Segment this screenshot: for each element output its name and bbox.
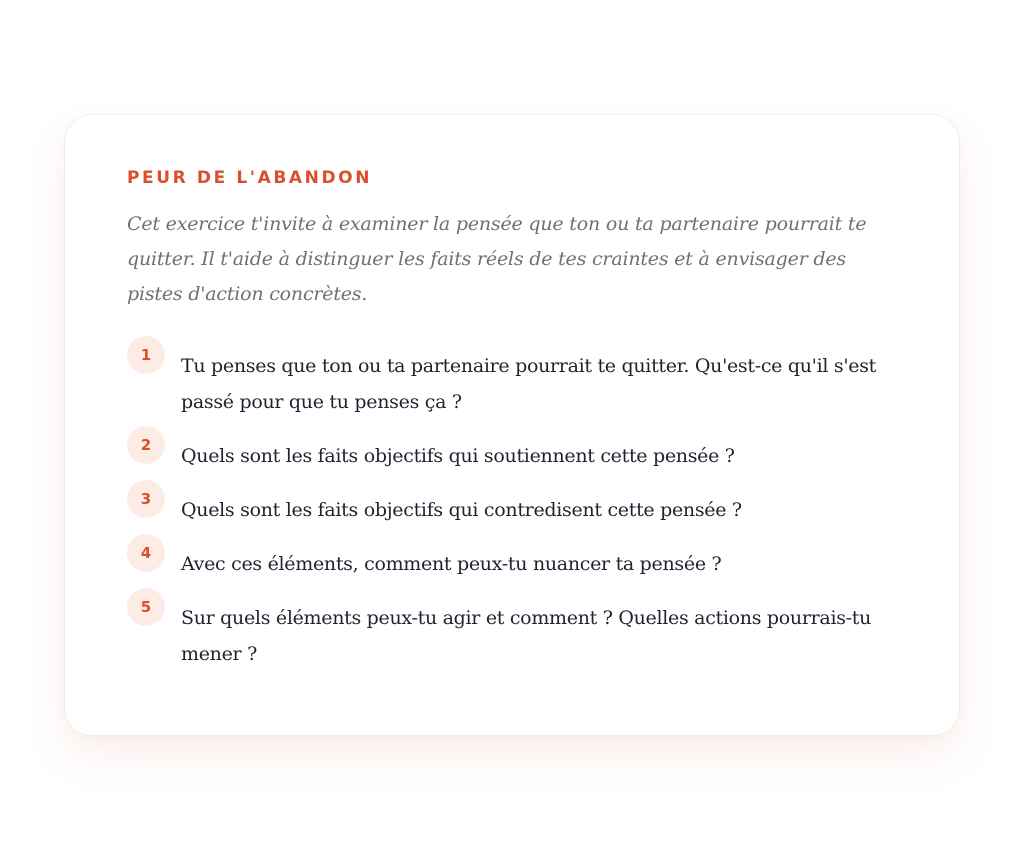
step-number-badge: 3 bbox=[127, 480, 165, 518]
step-number-badge: 4 bbox=[127, 534, 165, 572]
step-number-badge: 1 bbox=[127, 336, 165, 374]
question-item-3 bbox=[127, 492, 897, 528]
question-item-5 bbox=[127, 600, 897, 672]
step-number-badge: 5 bbox=[127, 588, 165, 626]
question-item-1 bbox=[127, 348, 897, 420]
question-text: Quels sont les faits objectifs qui soutiennent cette pensée ? bbox=[181, 445, 735, 467]
question-item-2 bbox=[127, 438, 897, 474]
question-text: Tu penses que ton ou ta partenaire pourrait te quitter. Qu'est-ce qu'il s'est passé pour que tu penses ça ? bbox=[181, 355, 876, 413]
exercise-card bbox=[64, 114, 960, 736]
question-text: Sur quels éléments peux-tu agir et comment ? Quelles actions pourrais-tu mener ? bbox=[181, 607, 872, 665]
exercise-title: PEUR DE L'ABANDON bbox=[127, 168, 373, 188]
question-item-4 bbox=[127, 546, 897, 582]
question-text: Avec ces éléments, comment peux-tu nuancer ta pensée ? bbox=[181, 553, 722, 575]
exercise-intro: Cet exercice t'invite à examiner la pensée que ton ou ta partenaire pourrait te quitter. Il t'aide à distinguer les faits réels de tes craintes et à envisager des pistes d'action concrètes. bbox=[127, 213, 867, 305]
question-text: Quels sont les faits objectifs qui contredisent cette pensée ? bbox=[181, 499, 742, 521]
step-number-badge: 2 bbox=[127, 426, 165, 464]
question-list bbox=[127, 348, 897, 672]
